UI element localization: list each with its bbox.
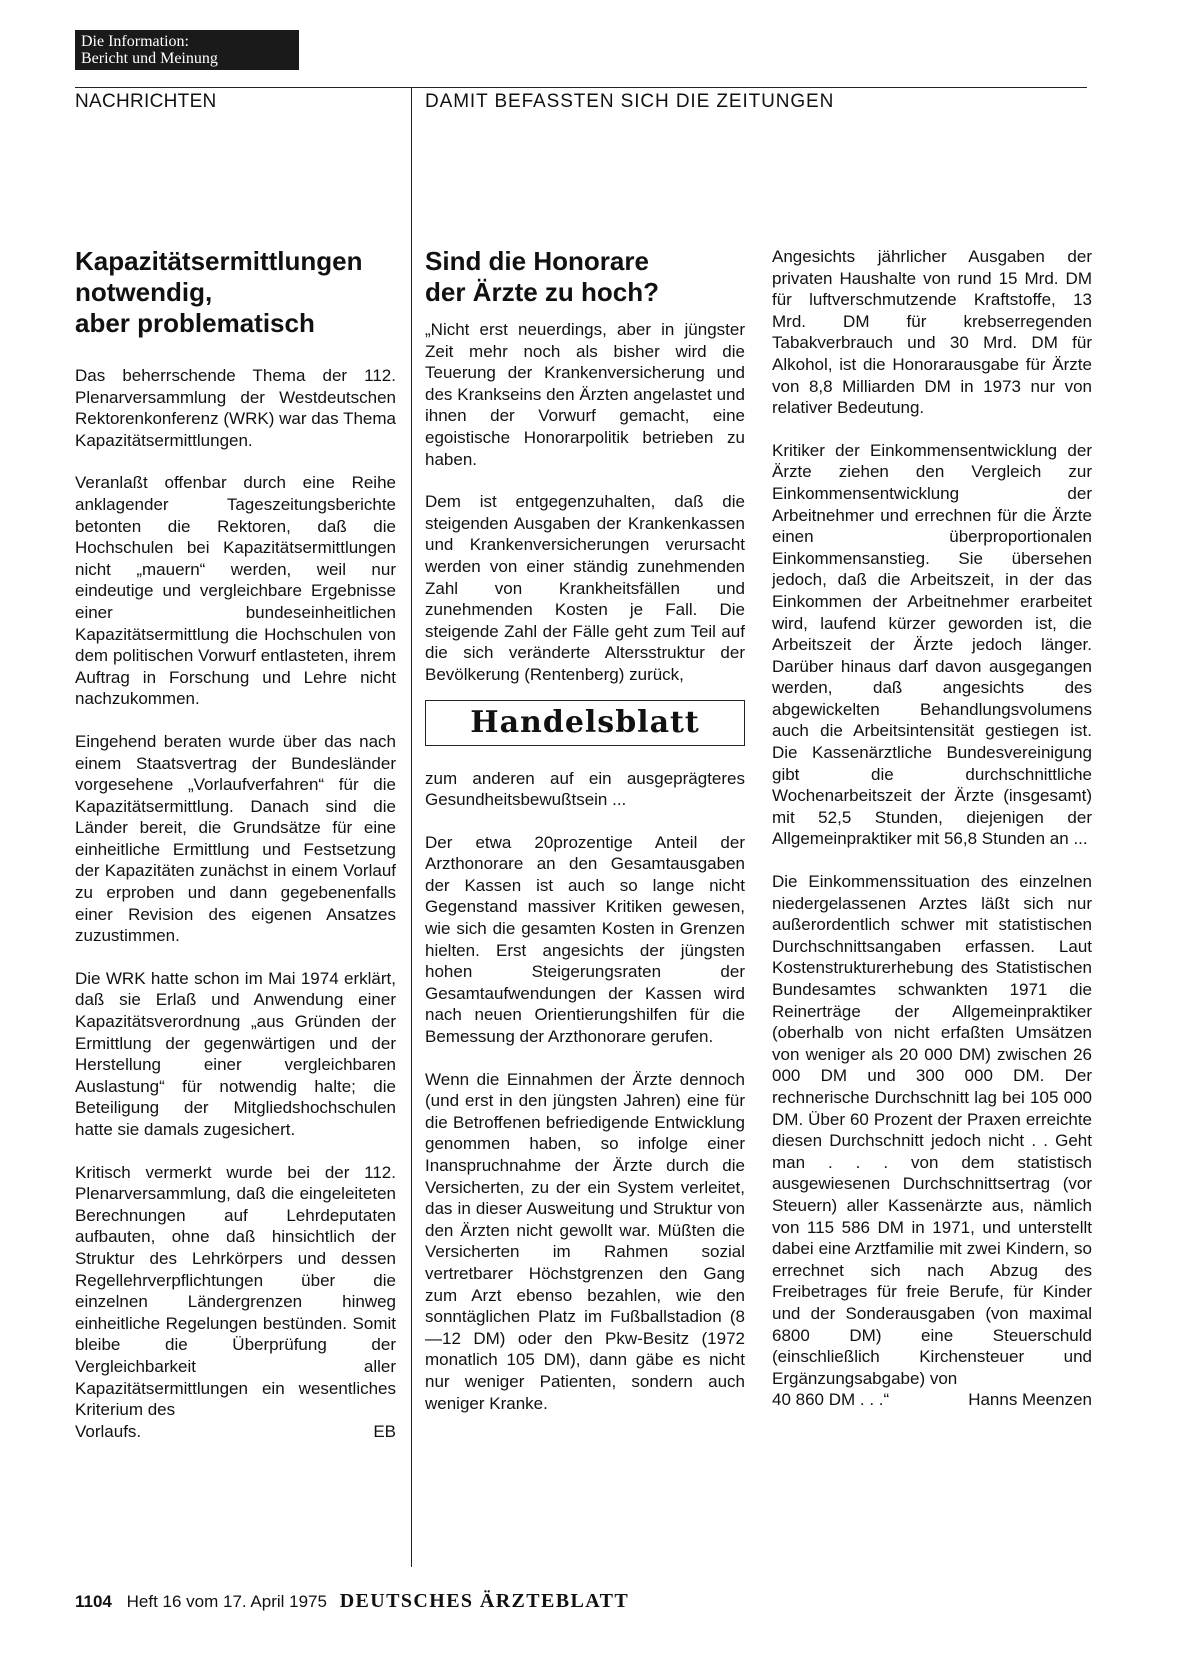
section-label-press: DAMIT BEFASSTEN SICH DIE ZEITUNGEN — [425, 91, 835, 112]
paragraph: „Nicht erst neuerdings, aber in jüngster Zeit mehr noch als bisher wird die Teuerung der Krankenversicherung und des Krankseins den Ärzten angelastet und ihnen der Vorwurf gemacht, eine egoistische Honorarpolitik betrieben zu haben. — [425, 320, 745, 469]
paragraph: Wenn die Einnahmen der Ärzte dennoch (und erst in den jüngsten Jahren) eine für die Betroffenen befriedigende Entwicklung genommen haben, so infolge einer Inanspruchnahme der Ärzte durch die Versicherten, zu der ein System verleitet, das in dieser Ausweitung und Struktur von den Ärzten nicht gewollt war. Müßten die Versicherten im Rahmen sozial vertretbarer Höchstgrenzen den Gang zum Arzt ebenso bezahlen, wie den sonntäglichen Platz im Fußballstadion (8—12 DM) oder den Pkw-Besitz (1972 monatlich 105 DM), dann gäbe es nicht nur weniger Patienten, sondern auch weniger Kranke. — [425, 1069, 745, 1413]
title-line: der Ärzte zu hoch? — [425, 277, 660, 307]
title-line: aber problematisch — [75, 308, 315, 338]
signature-line — [772, 1389, 1092, 1411]
source-logo: Handelsblatt — [470, 705, 700, 740]
paragraph: Kritiker der Einkommensentwicklung der Ärzte ziehen den Vergleich zur Einkommensentwicklung der Arbeitnehmer und errechnen für die Ärzte einen überproportionalen Einkommensanstieg. Sie übersehen jedoch, daß die Arbeitszeit, in der das Einkommen der Arbeitnehmer erarbeitet wird, laufend kürzer geworden ist, die Arbeitszeit der Ärzte jedoch länger. Darüber hinaus darf davon ausgegangen werden, daß angesichts des abgewickelten Behandlungsvolumens auch die Arbeitsintensität gestiegen ist. Die Kassenärztliche Bundesvereinigung gibt die durchschnittliche Wochenarbeitszeit der Ärzte (insgesamt) mit 52,5 Stunden, diejenigen der Allgemeinpraktiker mit 56,8 Stunden an ... — [772, 440, 1092, 849]
source-logo-box — [425, 700, 745, 746]
article-capacity-title — [75, 246, 396, 339]
paragraph — [75, 1162, 396, 1443]
paragraph: Das beherrschende Thema der 112. Plenarversammlung der Westdeutschen Rektorenkonferenz (WRK) war das Thema Kapazitätsermittlungen. — [75, 366, 396, 450]
signature-line — [75, 1421, 396, 1443]
paragraph: Der etwa 20prozentige Anteil der Arzthonorare an den Gesamtausgaben der Kassen ist auch so lange nicht Gegenstand massiver Kritiken gewesen, wie sich die gesamten Kosten in Grenzen hielten. Erst angesichts der jüngsten hohen Steigerungsraten der Gesamtaufwendungen der Kassen wird nach neuen Orientierungshilfen für die Bemessung der Arzthonorare gerufen. — [425, 832, 745, 1047]
paragraph: Dem ist entgegenzuhalten, daß die steigenden Ausgaben der Krankenkassen und Krankenversicherungen verursacht werden von einer ständig zunehmenden Zahl von Krankheitsfällen und zunehmenden Kosten je Fall. Die steigende Zahl der Fälle geht zum Teil auf die sich veränderte Altersstruktur der Bevölkerung (Rentenberg) zurück, — [425, 492, 745, 684]
paragraph: zum anderen auf ein ausgeprägteres Gesundheitsbewußtsein ... — [425, 768, 745, 810]
paragraph-text: Die Einkommenssituation des einzelnen niedergelassenen Arztes läßt sich nur außerordentlich schwer mit statistischen Durchschnittsangaben erfassen. Laut Kostenstrukturerhebung des Statistischen Bundesamtes schwankten 1971 die Reinerträge der Allgemeinpraktiker (oberhalb von nicht erfaßten Umsätzen von weniger als 20 000 DM) zwischen 26 000 DM und 300 000 DM. Der rechnerische Durchschnitt lag bei 105 000 DM. Über 60 Prozent der Praxen erreichte diesen Durchschnitt jedoch nicht . . Geht man . . . von dem statistisch ausgewiesenen Durchschnittsertrag (vor Steuern) aller Kassenärzte aus, nämlich von 115 586 DM in 1971, und unterstellt dabei eine Arztfamilie mit zwei Kindern, so errechnet sich nach Abzug des Freibetrages für freie Berufe, für Kinder und der Sonderausgaben (von maximal 6800 DM) eine Steuerschuld (einschließlich Kirchensteuer und Ergänzungsabgabe) von — [772, 872, 1092, 1388]
paragraph-text: Kritisch vermerkt wurde bei der 112. Plenarversammlung, daß die eingeleiteten Berechnungen auf Lehrdeputaten aufbauten, ohne daß hinsichtlich der Struktur des Lehrkörpers und dessen Regellehrverpflichtungen über die einzelnen Ländergrenzen hinweg einheitliche Regelungen bestünden. Somit bleibe die Überprüfung der Vergleichbarkeit aller Kapazitätsermittlungen ein wesentliches Kriterium des — [75, 1162, 396, 1420]
column-divider — [411, 87, 412, 1567]
rubric-badge — [75, 30, 299, 70]
paragraph: Veranlaßt offenbar durch eine Reihe anklagender Tageszeitungsberichte betonten die Rektoren, daß die Hochschulen bei Kapazitätsermittlungen nicht „mauern“ werden, weil nur eindeutige und vergleichbare Ergebnisse einer bundeseinheitlichen Kapazitätsermittlung die Hochschulen von dem politischen Vorwurf entlasteten, ihrem Auftrag in Forschung und Lehre nicht nachzukommen. — [75, 473, 396, 709]
article-capacity — [75, 246, 396, 1442]
journal-name: DEUTSCHES ÄRZTEBLATT — [339, 1590, 630, 1612]
closing-amount: 40 860 DM . . .“ — [772, 1390, 890, 1410]
paragraph — [772, 871, 1092, 1411]
article-fees-part1 — [425, 246, 745, 1414]
title-line: notwendig, — [75, 277, 213, 307]
article-fees-part2 — [772, 246, 1092, 1411]
title-line: Kapazitätsermittlungen — [75, 246, 363, 276]
paragraph: Die WRK hatte schon im Mai 1974 erklärt, daß sie Erlaß und Anwendung einer Kapazitätsverordnung „aus Gründen der Ermittlung der gegenwärtigen und der Herstellung einer vergleichbaren Auslastung“ für notwendig halte; die Beteiligung der Mitgliedshochschulen hatte sie damals zugesichert. — [75, 968, 396, 1139]
top-rule — [75, 87, 1087, 88]
author-initials: EB — [373, 1421, 396, 1441]
issue-info: Heft 16 vom 17. April 1975 — [126, 1592, 327, 1611]
closing-word: Vorlaufs. — [75, 1421, 142, 1441]
paragraph: Angesichts jährlicher Ausgaben der privaten Haushalte von rund 15 Mrd. DM für luftverschmutzende Kraftstoffe, 13 Mrd. DM für krebserregenden Tabakverbrauch und 30 Mrd. DM für Alkohol, ist die Honorarausgabe für Ärzte von 8,8 Milliarden DM in 1973 nur von relativer Bedeutung. — [772, 247, 1092, 418]
author-name: Hanns Meenzen — [968, 1390, 1092, 1410]
page-number: 1104 — [75, 1592, 112, 1611]
paragraph: Eingehend beraten wurde über das nach einem Staatsvertrag der Bundesländer vorgesehene „Vorlaufverfahren“ für die Kapazitätsermittlung. Danach sind die Länder bereit, die Grundsätze für eine einheitliche Ermittlung und Festsetzung der Kapazitäten zunächst in einem Vorlauf zu erproben und dann gegebenenfalls einer Revision des eigenen Ansatzes zuzustimmen. — [75, 731, 396, 946]
page-footer — [75, 1590, 1095, 1613]
title-line: Sind die Honorare — [425, 246, 649, 276]
article-fees-title — [425, 246, 745, 308]
section-label-news: NACHRICHTEN — [75, 91, 217, 112]
badge-line-1: Die Information: — [81, 33, 189, 50]
badge-line-2: Bericht und Meinung — [81, 50, 218, 67]
